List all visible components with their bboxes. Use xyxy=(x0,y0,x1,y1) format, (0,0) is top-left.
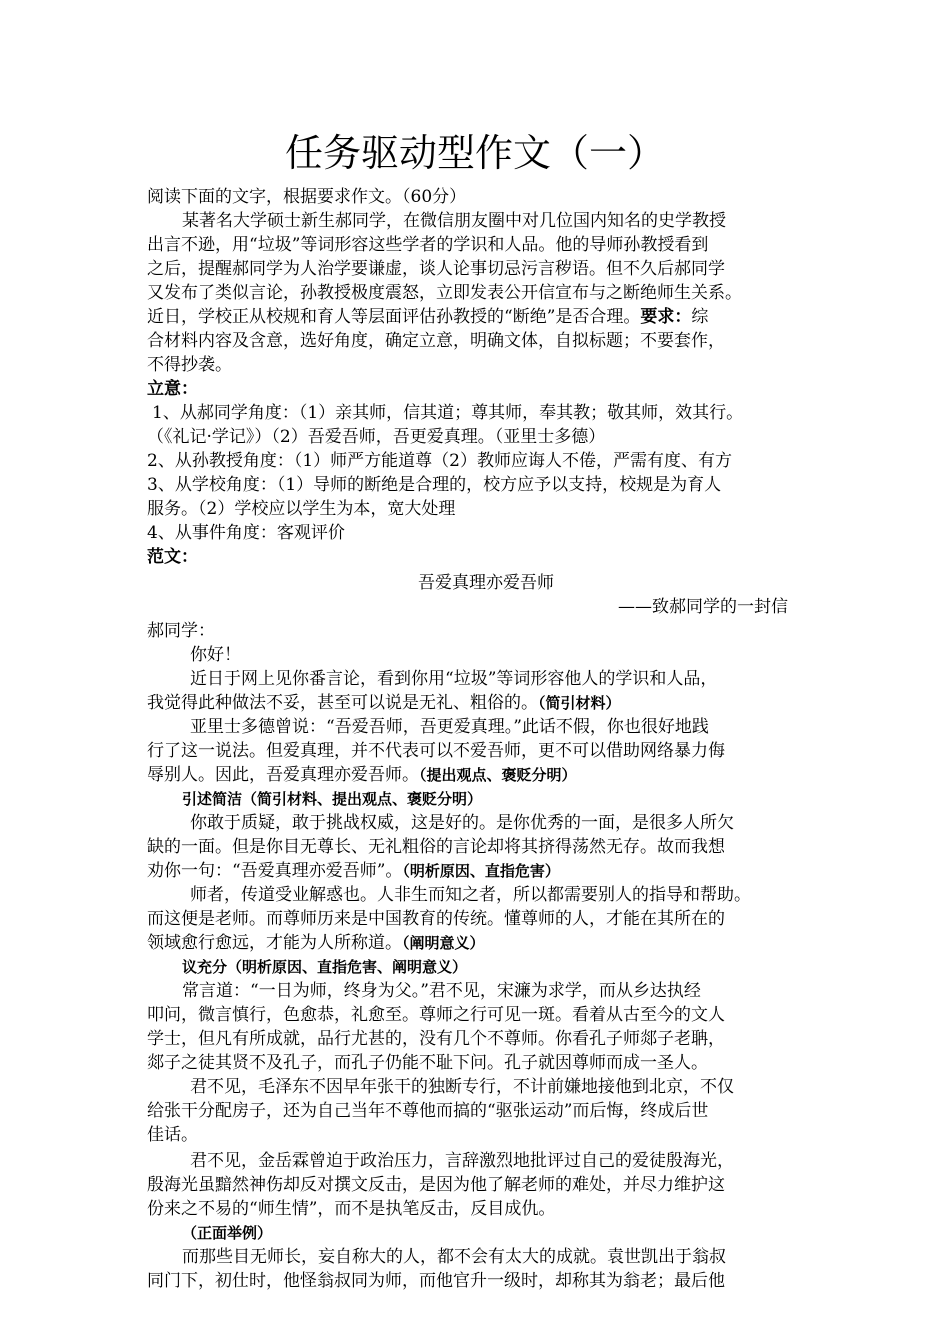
stance-line: （《礼记·学记》）（2）吾爱吾师，吾更爱真理。（亚里士多德） xyxy=(147,427,606,447)
essay-text: 辱别人。因此，吾爱真理亦爱吾师。 xyxy=(147,765,419,785)
comment-line: 引述简洁（简引材料、提出观点、褒贬分明） xyxy=(182,790,483,808)
stance-heading: 立意： xyxy=(147,379,198,399)
essay-line: 亚里士多德曾说：“吾爱吾师，吾更爱真理。”此话不假，你也很好地践 xyxy=(190,717,709,737)
material-line: 出言不逊，用“垃圾”等词形容这些学者的学识和人品。他的导师孙教授看到 xyxy=(147,235,709,255)
essay-line: 同门下，初仕时，他怪翁叔同为师，而他官升一级时，却称其为翁老；最后他 xyxy=(147,1271,725,1291)
material-line: 之后，提醒郝同学为人治学要谦虚，谈人论事切忌污言秽语。但不久后郝同学 xyxy=(147,259,725,279)
material-line: 某著名大学硕士新生郝同学，在微信朋友圈中对几位国内知名的史学教授 xyxy=(182,211,726,231)
essay-line: 行了这一说法。但爱真理，并不代表可以不爱吾师，更不可以借助网络暴力侮 xyxy=(147,741,725,761)
essay-line: 近日于网上见你番言论，看到你用“垃圾”等词形容他人的学识和人品， xyxy=(190,669,718,689)
prompt-intro: 阅读下面的文字，根据要求作文。（60分） xyxy=(147,187,467,207)
essay-text: 我觉得此种做法不妥，甚至可以说是无礼、粗俗的。 xyxy=(147,693,538,713)
material-line: 合材料内容及含意，选好角度，确定立意，明确文体，自拟标题；不要套作， xyxy=(147,331,725,351)
material-line: 不得抄袭。 xyxy=(147,355,232,375)
material-line: 又发布了类似言论，孙教授极度震怒，立即发表公开信宣布与之断绝师生关系。 xyxy=(147,283,742,303)
essay-line xyxy=(147,860,560,883)
stance-line: 1、从郝同学角度：（1）亲其师，信其道；尊其师，奉其教；敬其师，效其行。 xyxy=(152,403,744,423)
stance-line: 4、从事件角度：客观评价 xyxy=(147,523,345,543)
essay-text: 领域愈行愈远，才能为人所称道。 xyxy=(147,933,402,953)
essay-line: 而那些目无师长，妄自称大的人，都不会有太大的成就。袁世凯出于翁叔 xyxy=(182,1247,726,1267)
essay-line: 给张干分配房子，还为自己当年不尊他而搞的“驱张运动”而后悔，终成后世 xyxy=(147,1101,709,1121)
essay-line xyxy=(147,764,577,787)
essay-text: 劝你一句：“吾爱真理亦爱吾师”。 xyxy=(147,861,403,881)
essay-salutation: 郝同学： xyxy=(147,621,215,641)
essay-heading: 范文： xyxy=(147,547,198,567)
margin-note: （明析原因、直指危害） xyxy=(402,862,560,880)
essay-subtitle: ——致郝同学的一封信 xyxy=(618,597,788,617)
material-text: 综 xyxy=(691,307,709,327)
essay-line: 而这便是老师。而尊师历来是中国教育的传统。懂尊师的人，才能在其所在的 xyxy=(147,909,725,929)
essay-line: 份来之不易的“师生情”，而不是执笔反击，反目成仇。 xyxy=(147,1199,556,1219)
material-line xyxy=(147,306,708,329)
essay-line: 君不见，金岳霖曾迫于政治压力，言辞激烈地批评过自己的爱徒殷海光， xyxy=(190,1151,734,1171)
requirements-label: 要求： xyxy=(640,307,692,327)
comment-line: 议充分（明析原因、直指危害、阐明意义） xyxy=(182,958,468,976)
essay-line: 佳话。 xyxy=(147,1125,198,1145)
essay-line: 君不见，毛泽东不因早年张干的独断专行，不计前嫌地接他到北京，不仅 xyxy=(190,1077,734,1097)
margin-note: （阐明意义） xyxy=(402,934,485,952)
comment-line: （正面举例） xyxy=(182,1224,273,1242)
essay-line: 常言道：“一日为师，终身为父。”君不见，宋濂为求学，而从乡达执经 xyxy=(182,981,701,1001)
essay-line: 缺的一面。但是你目无尊长、无礼粗俗的言论却将其挤得荡然无存。故而我想 xyxy=(147,837,725,857)
essay-line: 学士，但凡有所成就，品行尤甚的，没有几个不尊师。你看孔子师郯子老聃， xyxy=(147,1029,725,1049)
margin-note: （简引材料） xyxy=(538,694,621,712)
essay-line: 郯子之徒其贤不及孔子，而孔子仍能不耻下问。孔子就因尊师而成一圣人。 xyxy=(147,1053,708,1073)
essay-line: 叩问，微言慎行，色愈恭，礼愈至。尊师之行可见一斑。看着从古至今的文人 xyxy=(147,1005,725,1025)
stance-line: 服务。（2）学校应以学生为本，宽大处理 xyxy=(147,499,456,519)
essay-line: 殷海光虽黯然神伤却反对撰文反击，是因为他了解老师的难处，并尽力维护这 xyxy=(147,1175,725,1195)
essay-line xyxy=(147,692,621,715)
stance-line: 2、从孙教授角度：（1）师严方能道尊（2）教师应诲人不倦，严需有度、有方 xyxy=(147,451,732,471)
essay-line: 你敢于质疑，敢于挑战权威，这是好的。是你优秀的一面，是很多人所欠 xyxy=(190,813,734,833)
stance-line: 3、从学校角度：（1）导师的断绝是合理的，校方应予以支持，校规是为育人 xyxy=(147,475,722,495)
essay-line xyxy=(147,932,485,955)
essay-greeting: 你好！ xyxy=(190,645,241,665)
margin-note: （提出观点、褒贬分明） xyxy=(419,766,577,784)
material-text: 近日，学校正从校规和育人等层面评估孙教授的“断绝”是否合理。 xyxy=(147,307,641,327)
essay-title: 吾爱真理亦爱吾师 xyxy=(418,573,554,593)
essay-line: 师者，传道受业解惑也。人非生而知之者，所以都需要别人的指导和帮助。 xyxy=(190,885,751,905)
page-title: 任务驱动型作文（一） xyxy=(284,131,665,175)
